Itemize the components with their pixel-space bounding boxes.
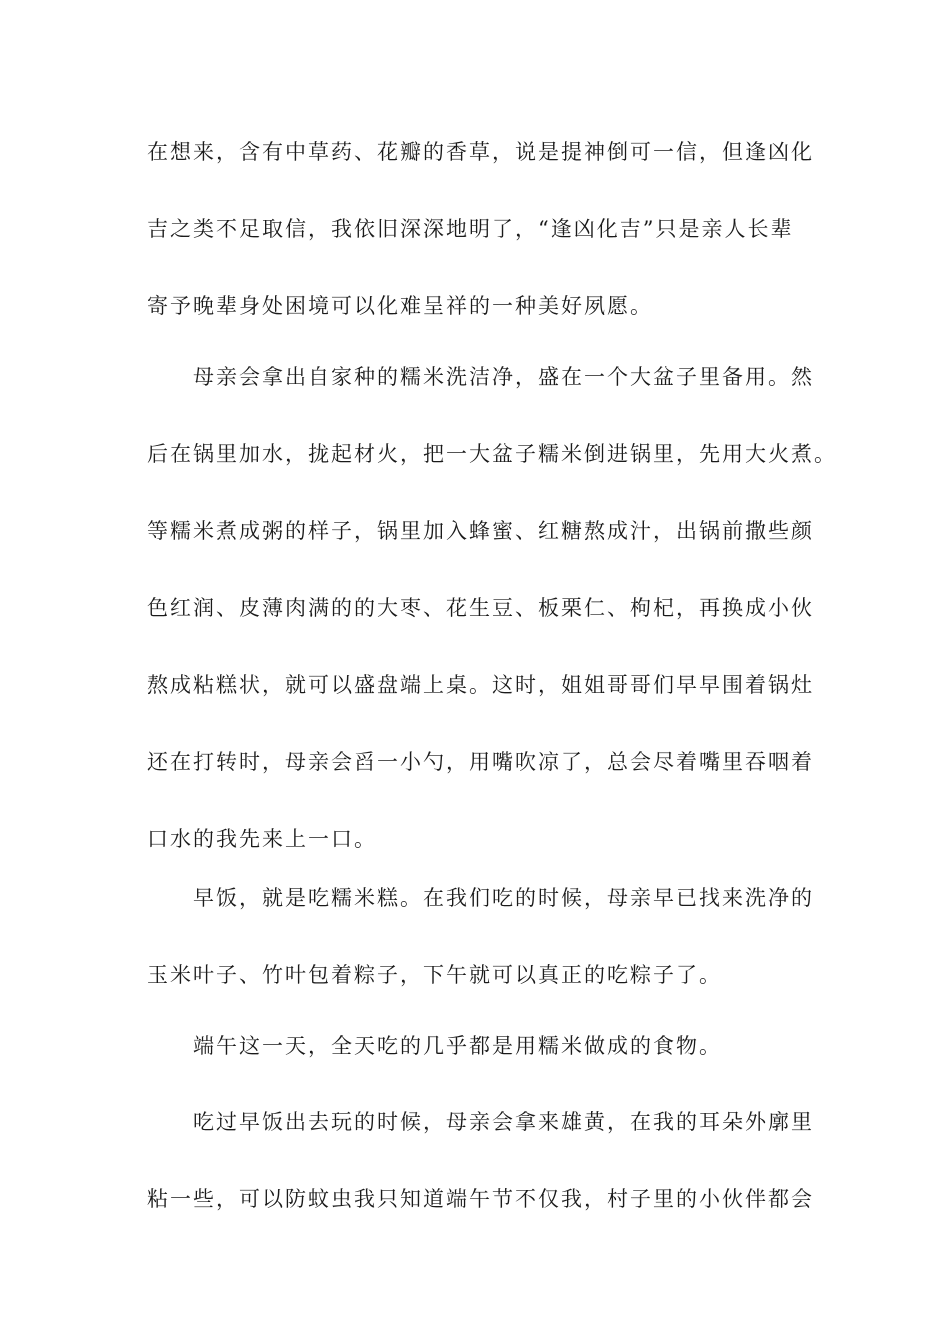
text-line: 端午这一天，全天吃的几乎都是用糯米做成的食物。 <box>147 1034 722 1058</box>
paragraph <box>147 140 814 373</box>
text-line: 吉之类不足取信，我依旧深深地明了，“逢凶化吉”只是亲人长辈 <box>147 217 794 241</box>
paragraph <box>147 1110 814 1266</box>
text-line: 熬成粘糕状，就可以盛盘端上桌。这时，姐姐哥哥们早早围着锅灶 <box>147 673 814 697</box>
text-line: 玉米叶子、竹叶包着粽子，下午就可以真正的吃粽子了。 <box>147 963 722 987</box>
text-line: 早饭，就是吃糯米糕。在我们吃的时候，母亲早已找来洗净的 <box>147 886 814 910</box>
paragraph <box>147 365 837 906</box>
text-line: 色红润、皮薄肉满的的大枣、花生豆、板栗仁、枸杞，再换成小伙 <box>147 596 814 620</box>
text-line: 寄予晚辈身处困境可以化难呈祥的一种美好夙愿。 <box>147 294 653 318</box>
paragraph <box>147 1036 807 1113</box>
text-line: 吃过早饭出去玩的时候，母亲会拿来雄黄，在我的耳朵外廓里 <box>147 1110 814 1134</box>
text-line: 后在锅里加水，拢起材火，把一大盆子糯米倒进锅里，先用大火煮。 <box>147 442 837 466</box>
text-line: 在想来，含有中草药、花瓣的香草，说是提神倒可一信，但逢凶化 <box>147 140 814 164</box>
text-line: 口水的我先来上一口。 <box>147 827 377 851</box>
text-line: 等糯米煮成粥的样子，锅里加入蜂蜜、红糖熬成汁，出锅前撒些颜 <box>147 519 814 543</box>
text-line: 还在打转时，母亲会舀一小勺，用嘴吹凉了，总会尽着嘴里吞咽着 <box>147 750 814 774</box>
text-line: 粘一些，可以防蚊虫我只知道端午节不仅我，村子里的小伙伴都会 <box>147 1187 814 1211</box>
text-line: 母亲会拿出自家种的糯米洗洁净，盛在一个大盆子里备用。然 <box>147 365 814 389</box>
paragraph <box>147 886 814 1042</box>
